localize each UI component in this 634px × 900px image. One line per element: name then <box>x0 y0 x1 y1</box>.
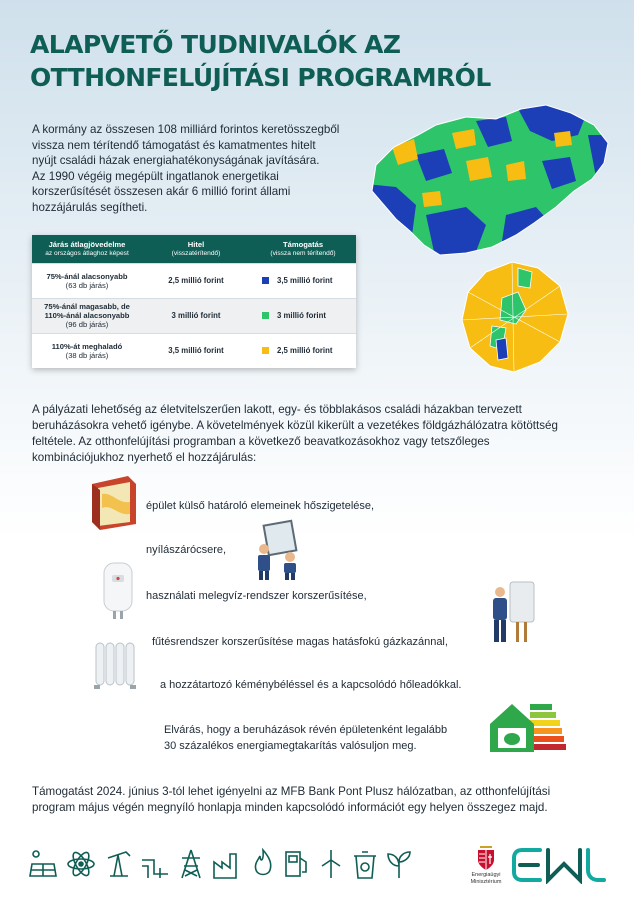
grant-cell: 2,5 millió forint <box>250 333 356 368</box>
oil-pump-icon <box>104 848 134 880</box>
blue-square-icon <box>262 277 269 284</box>
radiator-icon <box>92 637 140 691</box>
intro-line: hozzájárulás segítheti. <box>32 200 148 214</box>
table-row: 110%-át meghaladó (38 db járás) 3,5 millió forint 2,5 millió forint <box>32 333 356 368</box>
intro-paragraph <box>32 122 352 215</box>
intro-line: nyújt családi házak energiahatékonyságának javítására. <box>32 154 320 167</box>
intro-line: vissza nem térítendő támogatást és kamatmentes hitelt <box>32 138 316 152</box>
atom-icon <box>66 848 96 880</box>
flame-icon <box>248 848 278 880</box>
loan-cell: 3 millió forint <box>142 298 250 333</box>
item-heating: fűtésrendszer korszerűsítése magas hatásfokú gázkazánnal, <box>152 636 448 648</box>
boiler-technician-icon <box>486 578 538 650</box>
loan-cell: 3,5 millió forint <box>142 333 250 368</box>
item-insulation: épület külső határoló elemeinek hőszigetelése, <box>146 500 375 512</box>
plant-icon <box>384 848 414 880</box>
page-title <box>30 28 590 94</box>
table-row: 75%-ánál magasabb, de 110%-ánál alacsonyabb (96 db járás) 3 millió forint 3 millió forint <box>32 298 356 333</box>
loan-cell: 2,5 millió forint <box>142 263 250 298</box>
table-row: 75%-ánál alacsonyabb (63 db járás) 2,5 millió forint 3,5 millió forint <box>32 263 356 298</box>
energy-rating-house-icon <box>486 698 566 758</box>
grant-cell: 3,5 millió forint <box>250 263 356 298</box>
hungary-coat-of-arms-icon <box>466 842 506 872</box>
hungary-districts-map <box>356 95 616 265</box>
intro-line: korszerűsítését összesen akár 6 millió forint állami <box>32 185 291 198</box>
wall-insulation-icon <box>88 474 140 532</box>
item-hot-water: használati melegvíz-rendszer korszerűsítése, <box>146 590 367 602</box>
application-info: Támogatást 2024. június 3-tól lehet igényelni az MFB Bank Pont Plusz hálózatban, az otthonfelújítási program május végén megnyíló honlapja minden kapcsolódó információt egy helyen összegez majd. <box>32 785 551 814</box>
eligibility-paragraph: A pályázati lehetőség az életvitelszerűen lakott, egy- és többlakásos családi házakban tervezett beruházásokra vehető igénybe. A követelmények közül kikerült a vezetékes földgázhálózatra kötöttség feltétele. Az otthonfelújítási programban a következő beavatkozásokhoz vagy tetszőleges kombinációjukhoz nyerhető el hozzájárulás: <box>32 403 558 464</box>
grant-cell: 3 millió forint <box>250 298 356 333</box>
title-line-1: ALAPVETŐ TUDNIVALÓK AZ <box>30 30 401 59</box>
intro-line: Az 1990 végéig megépült ingatlanok energetikai <box>32 169 279 183</box>
water-heater-icon <box>100 561 136 621</box>
wind-turbine-icon <box>316 848 346 880</box>
green-square-icon <box>262 312 269 319</box>
power-tower-icon <box>176 848 206 880</box>
support-table <box>32 235 356 368</box>
ministry-label: Energiaügyi Minisztérium <box>470 872 502 885</box>
title-line-2: OTTHONFELÚJÍTÁSI PROGRAMRÓL <box>30 63 491 92</box>
header-income: Járás átlagjövedelme az országos átlaghoz képest <box>32 235 142 263</box>
header-grant: Támogatás (vissza nem térítendő) <box>250 235 356 263</box>
item-windows: nyílászárócsere, <box>146 544 227 556</box>
recycle-bin-icon <box>350 848 380 880</box>
budapest-districts-map <box>456 258 572 376</box>
yellow-square-icon <box>262 347 269 354</box>
window-installer-icon <box>252 519 302 581</box>
solar-panel-icon <box>28 848 58 880</box>
header-loan: Hitel (visszatérítendő) <box>142 235 250 263</box>
fuel-pump-icon <box>282 848 312 880</box>
intro-line: A kormány az összesen 108 milliárd forintos keretösszegből <box>32 123 340 136</box>
savings-requirement: Elvárás, hogy a beruházások révén épületenként legalább 30 százalékos energiamegtakarítás valósuljon meg. <box>164 724 448 752</box>
pipeline-icon <box>140 848 170 880</box>
program-logo <box>510 846 608 884</box>
item-chimney: a hozzátartozó kéménybéléssel és a kapcsolódó hőleadókkal. <box>160 679 462 691</box>
factory-icon <box>212 848 242 880</box>
table-header-row <box>32 235 356 263</box>
